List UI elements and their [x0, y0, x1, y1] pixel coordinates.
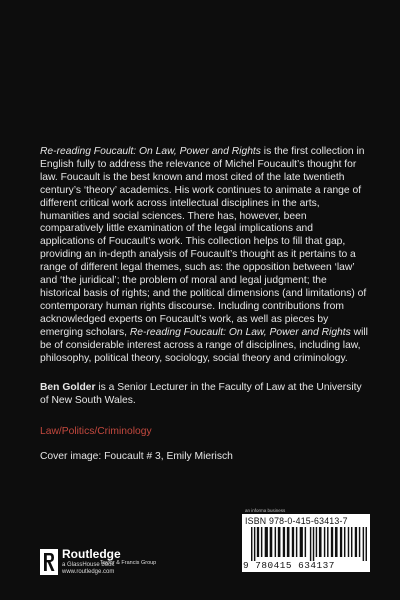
cover-image-credit: Cover image: Foucault # 3, Emily Mierisch — [40, 451, 233, 462]
barcode-bar — [278, 527, 281, 557]
barcode-bar — [261, 527, 262, 557]
barcode-bar — [316, 527, 317, 557]
blurb-paragraph — [40, 146, 370, 365]
barcode-bar — [270, 527, 273, 557]
publisher-imprint-block — [62, 562, 114, 575]
barcode-bar — [335, 527, 338, 557]
barcode-bar — [305, 527, 306, 557]
barcode-bar — [344, 527, 345, 557]
barcode-bar — [300, 527, 303, 557]
publisher-name: Routledge — [62, 547, 121, 561]
barcode-bar — [359, 527, 360, 557]
blurb-text-2: will be of considerable interest across a range of disciplines, including law, philosophy, political theory, sociology, social theory and criminology. — [40, 326, 368, 364]
barcode-bar — [324, 527, 325, 557]
barcode-bar — [366, 527, 367, 561]
barcode-bar — [348, 527, 349, 557]
barcode-bar — [319, 527, 322, 557]
barcode-bar — [296, 527, 297, 557]
blurb-text-1: is the first collection in English fully to address the relevance of Michel Foucault’s thought for law. Foucault is the best known and most cited of the late twentieth century’s ‘theory’ academics. His work continues to animate a range of different critical work across intellectual disciplines in the arts, humanities and social sciences. There has, however, been comparatively little examination of the legal implications and applications of Foucault’s work. This collection helps to fill that gap, providing an in-depth analysis of Foucault’s thought as it pertains to a range of different legal themes, such as: the opposition between ‘law’ and ‘the juridical’; the problem of moral and legal judgment; the historical basis of rights; and the political dimensions (and limitations) of contemporary human rights discourse. Including contributions from acknowledged experts on Foucault’s work, as well as pieces by emerging scholars, — [40, 146, 367, 338]
barcode-bar — [327, 527, 328, 557]
barcode-bar — [355, 527, 357, 557]
publisher-group: Taylor & Francis Group — [100, 560, 157, 566]
barcode-bar — [254, 527, 255, 561]
barcode-bar — [310, 527, 311, 561]
barcode-bar — [340, 527, 342, 557]
author-bio-text: is a Senior Lecturer in the Faculty of Law at the University of New South Wales. — [40, 382, 362, 406]
barcode-bar — [351, 527, 352, 557]
author-bio — [40, 382, 370, 408]
barcode-bar — [292, 527, 294, 557]
subject-categories: Law/Politics/Criminology — [40, 426, 152, 437]
barcode-bar — [331, 527, 333, 557]
barcode-bar — [363, 527, 364, 561]
barcode-bars — [251, 527, 367, 561]
author-name: Ben Golder — [40, 382, 96, 393]
barcode-bar — [283, 527, 285, 557]
barcode-bar — [313, 527, 314, 561]
routledge-logo-icon — [40, 549, 58, 575]
barcode-bar — [265, 527, 268, 557]
ean-digits: 9 780415 634137 — [243, 560, 335, 571]
barcode-bar — [287, 527, 290, 557]
barcode-bar — [251, 527, 252, 561]
isbn-number: ISBN 978-0-415-63413-7 — [245, 516, 348, 526]
publisher-imprint: a GlassHouse book — [62, 562, 115, 568]
book-title-repeat: Re-reading Foucault: On Law, Power and Rights — [129, 326, 351, 338]
book-title: Re-reading Foucault: On Law, Power and Rights — [40, 146, 261, 157]
barcode-bar — [275, 527, 276, 557]
barcode-panel — [242, 514, 370, 572]
publisher-block — [40, 547, 200, 577]
barcode-bar — [257, 527, 259, 557]
publisher-url: www.routledge.com — [62, 569, 115, 575]
informa-business-label: an informa business — [245, 508, 286, 513]
